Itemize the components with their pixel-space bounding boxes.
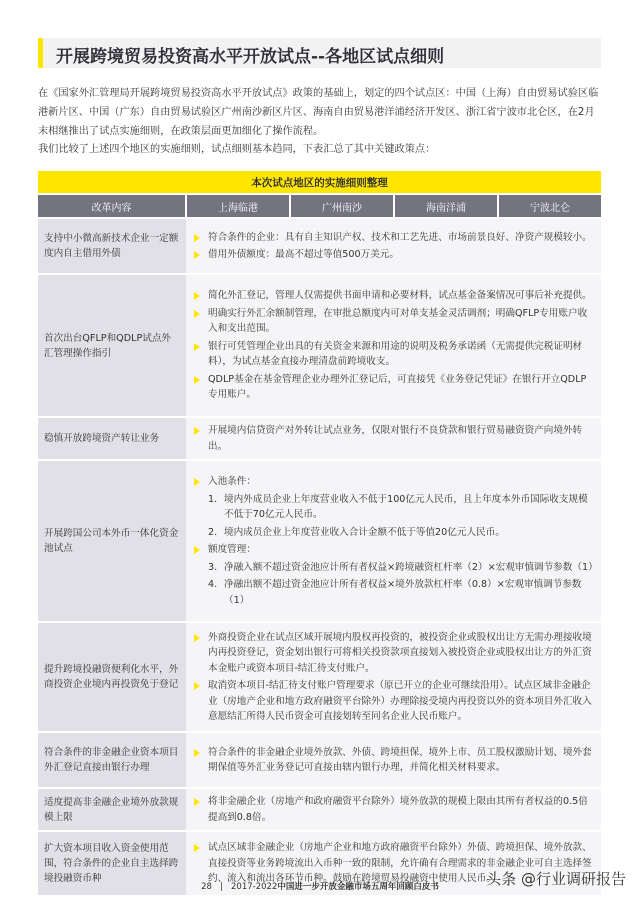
table-caption-row bbox=[38, 171, 601, 194]
reform-cell: 提升跨境投融资便利化水平，外商投资企业境内再投资免于登记 bbox=[38, 622, 186, 732]
table-row bbox=[38, 460, 601, 622]
page-footer: 28 | 2017-2022中国进一步开放金融市场五周年回顾白皮书 bbox=[201, 882, 439, 892]
triangle-bullet-icon bbox=[194, 310, 200, 318]
bullet-text: 取消资本项目-结汇待支付账户管理要求（原已开立的企业可继续沿用）。试点区域非金融企业（房地产企业和地方政府融资平台除外）办理除接受境内再投资以外的资本项目外汇收入意愿结汇所得人民币资金可直接划转至同名企业人民币账户。 bbox=[208, 680, 592, 722]
header-reform: 改革内容 bbox=[38, 194, 186, 218]
bullet-text: 银行可凭管理企业出具的有关资金来源和用途的说明及税务承诺函（无需提供完税证明材料），为试点基金直接办理清盘前跨境收支。 bbox=[208, 340, 583, 368]
bullet-item bbox=[192, 247, 595, 263]
reform-cell: 扩大资本项目收入资金使用范围，符合条件的企业自主选择跨境投融资币种 bbox=[38, 831, 186, 895]
table-row bbox=[38, 788, 601, 831]
bullet-item bbox=[192, 230, 595, 246]
title-accent bbox=[38, 38, 43, 68]
bullet-text: 符合条件的非金融企业境外放款、外债、跨境担保、境外上市、员工股权激励计划、境外套期保值等外汇业务登记可直接由辖内银行办理，并简化相关材料要求。 bbox=[208, 746, 592, 773]
bullet-item bbox=[192, 474, 595, 490]
bullet-text: 简化外汇登记，管理人仅需提供书面申请和必要材料，试点基金备案情况可事后补充提供。 bbox=[208, 290, 592, 302]
bullet-item bbox=[192, 372, 595, 403]
bullet-text: 开展境内信贷资产对外转让试点业务，仅限对银行不良贷款和银行贸易融资资产向境外转出。 bbox=[208, 425, 583, 452]
numbered-item bbox=[192, 492, 595, 523]
triangle-bullet-icon bbox=[194, 292, 200, 300]
table-row bbox=[38, 218, 601, 274]
table-header-row bbox=[38, 194, 601, 218]
bullet-text: 借用外债额度：最高不超过等值500万美元。 bbox=[208, 249, 399, 260]
bullet-item bbox=[192, 794, 595, 825]
triangle-bullet-icon bbox=[194, 234, 200, 242]
header-hainan: 海南洋浦 bbox=[394, 194, 498, 218]
detail-cell bbox=[186, 732, 601, 788]
bullet-item bbox=[192, 288, 595, 304]
bullet-text: 外商投资企业在试点区域开展境内股权再投资的，被投资企业或股权出让方无需办理接收境内再投资登记，资金划出银行可将相关投资款项直接划入被投资企业或股权出让方的外汇资本金账户或资本项目-结汇待支付账户。 bbox=[208, 631, 592, 674]
bullet-item bbox=[192, 745, 595, 776]
reform-cell: 支持中小微高新技术企业一定额度内自主借用外债 bbox=[38, 218, 186, 274]
item-text: 境内外成员企业上年度营业收入不低于100亿元人民币，且上年度本外币国际收支规模不低于70亿元人民币。 bbox=[224, 493, 588, 520]
bullet-text: 将非金融企业（房地产和政府融资平台除外）境外放款的规模上限由其所有者权益的0.5倍提高到0.8倍。 bbox=[208, 796, 588, 823]
detail-cell bbox=[186, 622, 601, 732]
item-number: 3. bbox=[208, 561, 218, 573]
triangle-bullet-icon bbox=[194, 546, 200, 554]
detail-cell bbox=[186, 460, 601, 622]
triangle-bullet-icon bbox=[194, 682, 200, 690]
numbered-item bbox=[192, 560, 598, 576]
policy-table bbox=[38, 171, 601, 895]
bullet-text: QDLP基金在基金管理企业办理外汇登记后，可直接凭《业务登记凭证》在银行开立QDLP专用账户。 bbox=[208, 373, 587, 401]
watermark: 头条 @行业调研报告 bbox=[486, 870, 626, 888]
table-row bbox=[38, 274, 601, 417]
triangle-bullet-icon bbox=[194, 749, 200, 757]
bullet-text: 额度管理： bbox=[208, 544, 256, 555]
triangle-bullet-icon bbox=[194, 427, 200, 435]
table-row bbox=[38, 732, 601, 788]
table-row bbox=[38, 417, 601, 460]
triangle-bullet-icon bbox=[194, 634, 200, 642]
bullet-item bbox=[192, 630, 595, 677]
numbered-item bbox=[192, 525, 595, 541]
intro-paragraph bbox=[38, 84, 601, 141]
intro-text: 在《国家外汇管理局开展跨境贸易投资高水平开放试点》政策的基础上，划定的四个试点区：中国（上海）自由贸易试验区临港新片区、中国（广东）自由贸易试验区广州南沙新区片区、海南自由贸易港洋浦经济开发区、浙江省宁波市北仑区，在2月末相继推出了试点实施细则，在政策层面更加细化了操作流程。 bbox=[38, 88, 599, 137]
reform-cell: 开展跨国公司本外币一体化资金池试点 bbox=[38, 460, 186, 622]
item-text: 净融入额不超过资金池应计所有者权益×跨境融资杠杆率（2）×宏观审慎调节参数（1） bbox=[224, 561, 598, 573]
header-shanghai: 上海临港 bbox=[186, 194, 290, 218]
bullet-text: 符合条件的企业：具有自主知识产权、技术和工艺先进、市场前景良好、净资产规模较小。 bbox=[208, 231, 592, 243]
reform-cell: 首次出台QFLP和QDLP试点外汇管理操作指引 bbox=[38, 274, 186, 417]
item-number: 4. bbox=[208, 579, 218, 590]
triangle-bullet-icon bbox=[194, 844, 200, 852]
detail-cell bbox=[186, 274, 601, 417]
table-caption: 本次试点地区的实施细则整理 bbox=[38, 171, 601, 194]
item-text: 净融出额不超过资金池应计所有者权益×境外放款杠杆率（0.8）×宏观审慎调节参数（1） bbox=[224, 579, 582, 606]
bullet-item bbox=[192, 678, 595, 725]
reform-cell: 稳慎开放跨境资产转让业务 bbox=[38, 417, 186, 460]
header-ningbo: 宁波北仑 bbox=[498, 194, 601, 218]
detail-cell bbox=[186, 218, 601, 274]
triangle-bullet-icon bbox=[194, 478, 200, 486]
table-row bbox=[38, 622, 601, 732]
title-bar bbox=[38, 38, 601, 68]
item-text: 境内成员企业上年度营业收入合计金额不低于等值20亿元人民币。 bbox=[224, 526, 505, 538]
bullet-text: 入池条件： bbox=[208, 476, 256, 487]
reform-cell: 适度提高非金融企业境外放款规模上限 bbox=[38, 788, 186, 831]
detail-cell bbox=[186, 788, 601, 831]
bullet-item bbox=[192, 339, 595, 370]
sub-intro: 我们比较了上述四个地区的实施细则，试点细则基本趋同，下表汇总了其中关键政策点： bbox=[38, 144, 436, 155]
page-title: 开展跨境贸易投资高水平开放试点--各地区试点细则 bbox=[56, 47, 445, 67]
footer-years: 2017-2022 bbox=[231, 882, 278, 892]
bullet-text: 试点区域非金融企业（房地产企业和地方政府融资平台除外）外债、跨境担保、境外放款、直接投资等业务跨境流出入币种一致的限制，允许确有合理需求的非金融企业可自主选择签约、流入和流出各环节币种。鼓励在跨境贸易投融资中使用人民币。 bbox=[208, 842, 592, 885]
bullet-item bbox=[192, 423, 595, 454]
triangle-bullet-icon bbox=[194, 376, 200, 384]
reform-cell: 符合条件的非金融企业资本项目外汇登记直接由银行办理 bbox=[38, 732, 186, 788]
bullet-text: 明确实行外汇余额制管理，在审批总额度内可对单支基金灵活调剂；明确QFLP专用账户收入和支出范围。 bbox=[208, 307, 588, 335]
item-number: 1. bbox=[208, 493, 218, 505]
bullet-item bbox=[192, 306, 595, 337]
page-number: 28 bbox=[201, 882, 212, 892]
triangle-bullet-icon bbox=[194, 251, 200, 259]
numbered-item bbox=[192, 577, 595, 608]
header-guangzhou: 广州南沙 bbox=[290, 194, 394, 218]
detail-cell bbox=[186, 417, 601, 460]
footer-title: 中国进一步开放金融市场五周年回顾白皮书 bbox=[277, 882, 439, 892]
bullet-item bbox=[192, 542, 595, 558]
item-number: 2. bbox=[208, 526, 218, 538]
triangle-bullet-icon bbox=[194, 798, 200, 806]
triangle-bullet-icon bbox=[194, 343, 200, 351]
